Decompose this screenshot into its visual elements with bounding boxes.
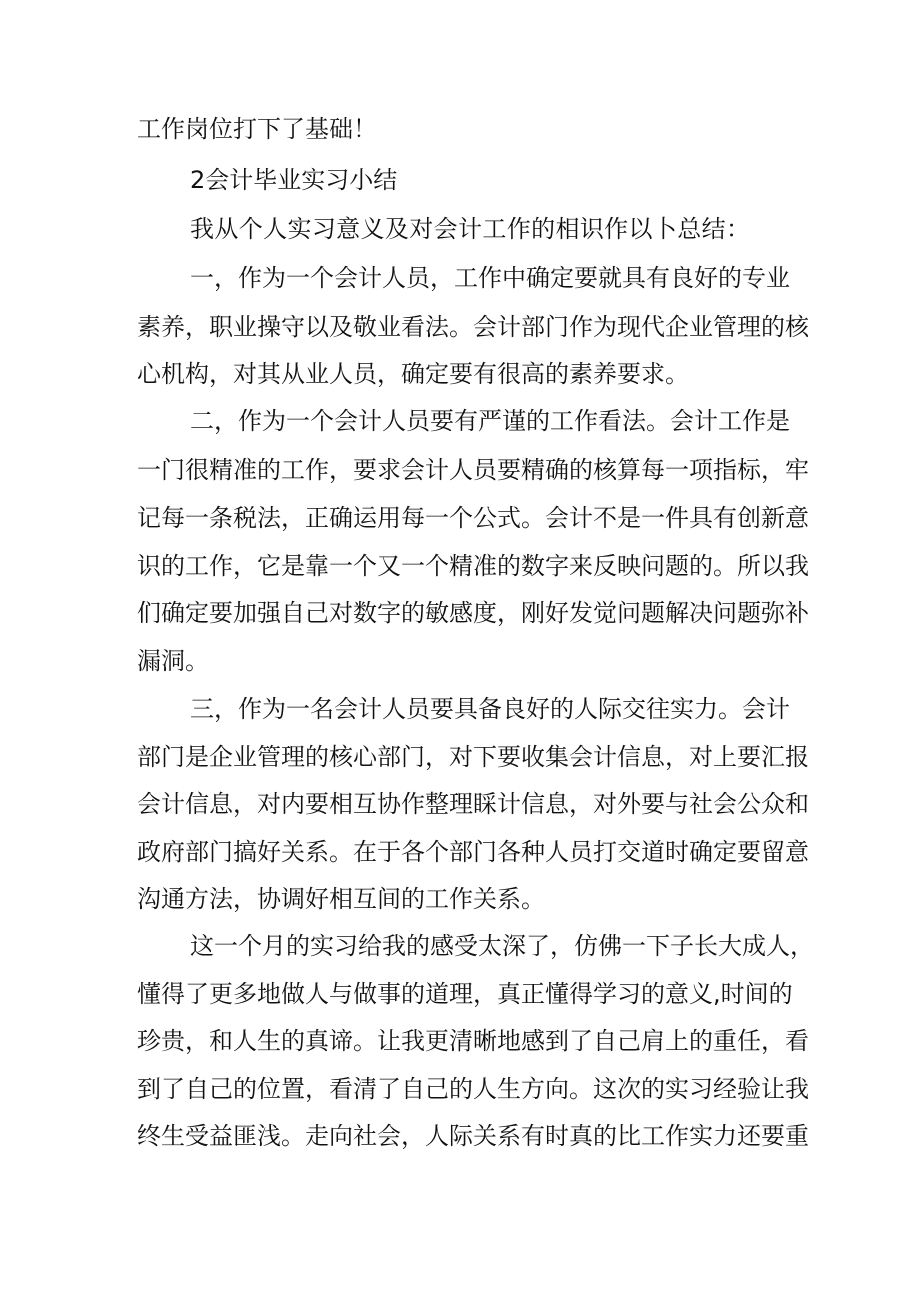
paragraph-3-line-0: 一，作为一个会计人员，工作中确定要就具有良好的专业 [190,264,790,292]
paragraph-4-line-2: 记每一条税法，正确运用每一个公式。会计不是一件具有创新意 [137,504,809,532]
paragraph-5-line-2: 会计信息，对内要相互协作整理睬计信息，对外要与社会公众和 [137,790,809,818]
paragraph-5-line-3: 政府部门搞好关系。在于各个部门各种人员打交道时确定要留意 [137,838,809,866]
paragraph-6-line-4: 终生受益匪浅。走向社会，人际关系有时真的比工作实力还要重 [137,1122,809,1150]
paragraph-3-line-2: 心机构，对其从业人员，确定要有很高的素养要求。 [137,360,689,388]
paragraph-4-line-3: 识的工作，它是靠一个又一个精准的数字来反映问题的。所以我 [137,552,809,580]
paragraph-6-line-1: 懂得了更多地做人与做事的道理，真正懂得学习的意义,时间的 [137,980,793,1008]
paragraph-4-line-0: 二，作为一个会计人员要有严谨的工作看法。会计工作是 [190,407,790,435]
paragraph-4-line-1: 一门很精准的工作，要求会计人员要精确的核算每一项指标，牢 [137,456,809,484]
paragraph-3-line-1: 素养，职业操守以及敬业看法。会计部门作为现代企业管理的核 [137,313,809,341]
paragraph-0-line-0: 工作岗位打下了基础！ [137,115,377,143]
section-heading: 2会计毕业实习小结 [190,166,398,194]
paragraph-4-line-5: 漏洞。 [137,647,209,675]
paragraph-6-line-0: 这一个月的实习给我的感受太深了，仿佛一下子长大成人， [190,932,814,960]
paragraph-5-line-1: 部门是企业管理的核心部门，对下要收集会计信息，对上要汇报 [137,743,809,771]
paragraph-6-line-3: 到了自己的位置，看清了自己的人生方向。这次的实习经验让我 [137,1075,809,1103]
paragraph-5-line-0: 三，作为一名会计人员要具备良好的人际交往实力。会计 [190,695,790,723]
paragraph-6-line-2: 珍贵，和人生的真谛。让我更清晰地感到了自己肩上的重任，看 [137,1027,809,1055]
paragraph-4-line-4: 们确定要加强自己对数字的敏感度，刚好发觉问题解决问题弥补 [137,599,809,627]
paragraph-2-line-0: 我从个人实习意义及对会计工作的相识作以卜总结： [190,215,750,243]
paragraph-5-line-4: 沟通方法，协调好相互间的工作关系。 [137,885,545,913]
